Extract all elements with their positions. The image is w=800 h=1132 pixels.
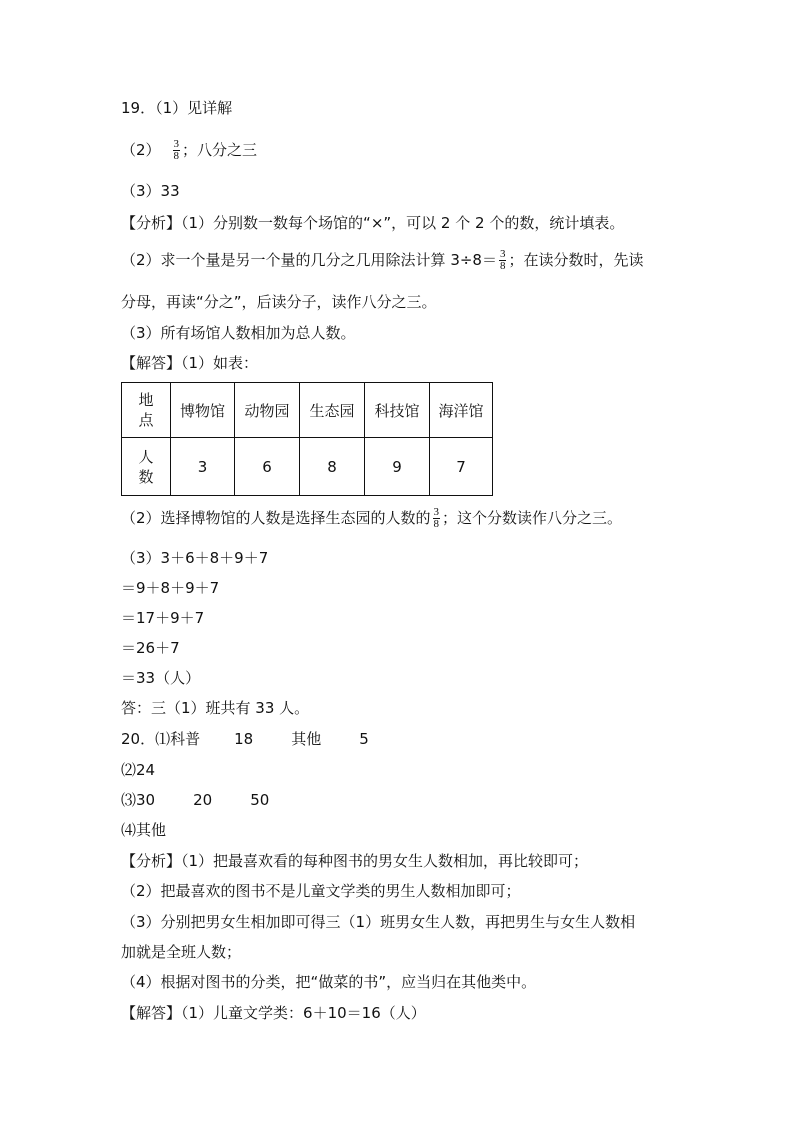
q20-answer-4: ⑷其他 [121,821,167,839]
fraction [499,249,507,272]
fraction-denominator: 8 [433,518,440,530]
calc-line: ＝9＋8＋9＋7 [121,579,220,597]
q20-answer-1a: 20．⑴科普 [121,730,201,748]
table-cell-venue: 动物园 [235,383,300,438]
table-header-count-1: 人 [138,447,154,466]
table-cell-venue: 生态园 [300,383,365,438]
q19-answer-2 [121,139,257,162]
q20-answer-3 [121,790,269,810]
q19-answer-3: （3）33 [121,182,180,200]
q20-analysis-3a: （3）分别把男女生相加即可得三（1）班男女生人数，再把男生与女生人数相 [121,913,636,931]
calc-line: ＝33（人） [121,669,201,687]
fraction-numerator: 3 [499,248,506,260]
q19-analysis-2-text-end: ；在读分数时，先读 [508,251,644,269]
q20-analysis-4: （4）根据对图书的分类，把“做菜的书”，应当归在其他类中。 [121,973,537,991]
calc-line: ＝17＋9＋7 [121,609,205,627]
table-cell-venue: 博物馆 [171,383,235,438]
calc-line: （3）3＋6＋8＋9＋7 [121,549,269,567]
q19-final-answer: 答：三（1）班共有 33 人。 [121,699,310,717]
table-cell-count: 3 [171,438,235,496]
fraction-denominator: 8 [499,260,506,272]
q19-answer-2-full-text-end: ；这个分数读作八分之三。 [442,509,623,527]
q20-answer-3c: 50 [250,791,270,809]
fraction-numerator: 3 [433,506,440,518]
q19-answer-1: 19．（1）见详解 [121,99,233,117]
q19-answer-2-text: ；八分之三 [182,141,258,159]
fraction [173,139,181,162]
fraction-denominator: 8 [173,150,180,162]
table-header-location-1: 地 [138,391,154,409]
table-header-count-2: 数 [138,467,154,486]
table-cell-count: 8 [300,438,365,496]
q20-answer-1c: 其他 [291,730,322,748]
q20-answer-1 [121,729,369,749]
q19-analysis-2 [121,249,644,272]
q19-answer-2-full [121,507,622,530]
q19-analysis-3: （3）所有场馆人数相加为总人数。 [121,324,356,342]
table-row [122,383,493,438]
table-cell-count: 6 [235,438,300,496]
q19-answer-2-label: （2） [121,141,161,159]
table-header-location-2: 点 [138,411,154,429]
table-cell-venue: 海洋馆 [430,383,493,438]
fraction [433,507,441,530]
q20-answer-1d: 5 [359,730,369,748]
table-header-location [122,383,171,438]
table-row [122,438,493,496]
q20-answer-heading: 【解答】（1）儿童文学类：6＋10＝16（人） [121,1004,426,1022]
calc-line: ＝26＋7 [121,639,180,657]
fraction-numerator: 3 [173,138,180,150]
venue-count-table [121,382,493,496]
q20-analysis-2: （2）把最喜欢的图书不是儿童文学类的男生人数相加即可； [121,882,521,900]
q20-analysis-1: 【分析】（1）把最喜欢看的每种图书的男女生人数相加，再比较即可； [121,852,589,870]
q20-analysis-3b: 加就是全班人数； [121,943,242,961]
table-cell-count: 7 [430,438,493,496]
q19-analysis-1: 【分析】（1）分别数一数每个场馆的“×”，可以 2 个 2 个的数，统计填表。 [121,214,625,232]
q19-answer-heading: 【解答】（1）如表： [121,354,259,372]
table-cell-venue: 科技馆 [365,383,430,438]
q19-answer-2-full-text: （2）选择博物馆的人数是选择生态园的人数的 [121,509,431,527]
q20-answer-1b: 18 [234,730,254,748]
q20-answer-3b: 20 [193,791,213,809]
table-header-count [122,438,171,496]
q19-analysis-2-text: （2）求一个量是另一个量的几分之几用除法计算 3÷8＝ [121,251,497,269]
table-cell-count: 9 [365,438,430,496]
q20-answer-2: ⑵24 [121,761,156,779]
q20-answer-3a: ⑶30 [121,791,156,809]
q19-analysis-2b: 分母，再读“分之”，后读分子，读作八分之三。 [121,293,437,311]
